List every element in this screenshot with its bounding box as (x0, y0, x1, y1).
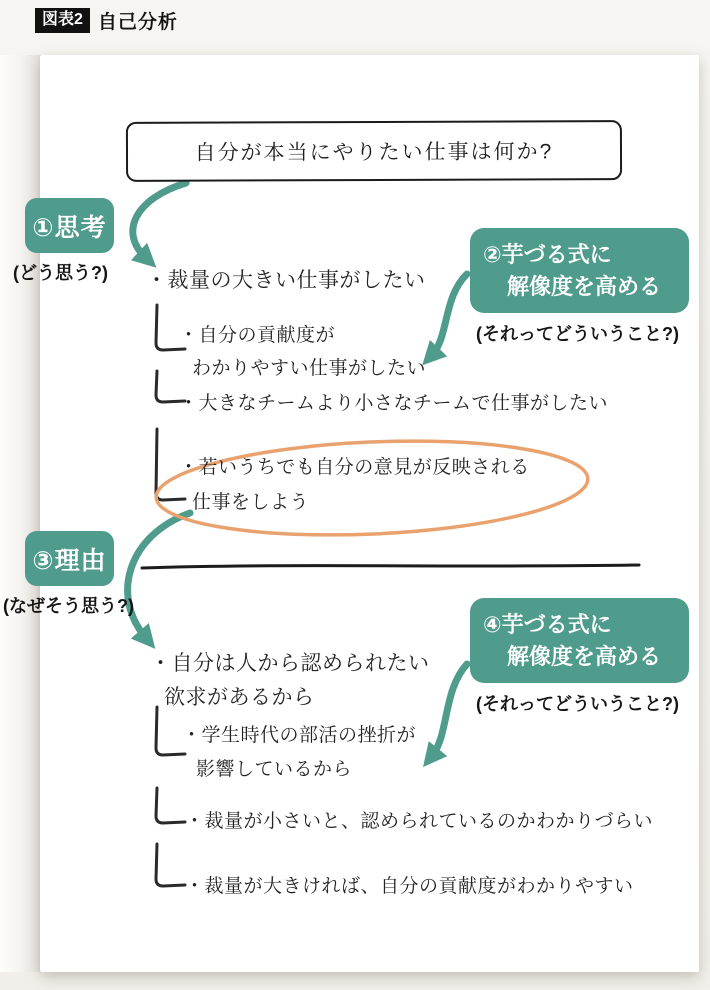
page-gutter-shadow (0, 55, 42, 972)
reason-sub-1-line1: ・学生時代の部活の挫折が (182, 725, 417, 746)
step1-caption: (どう思う?) (13, 263, 108, 283)
step2-badge-line2: 解像度を高める (507, 273, 662, 299)
step4-badge (470, 598, 689, 683)
step2-caption: (それってどういうこと?) (476, 324, 679, 344)
thought-sub-1-line1: ・自分の貢献度が (179, 325, 336, 346)
question-text: 自分が本当にやりたい仕事は何か? (194, 140, 554, 165)
thought-sub-3-line1: ・若いうちでも自分の意見が反映される (179, 457, 530, 478)
step1-badge: ①思考 (25, 198, 114, 253)
figure-tag: 図表2 (35, 8, 90, 33)
step4-badge-line2: 解像度を高める (507, 643, 662, 669)
step4-caption: (それってどういうこと?) (476, 694, 679, 714)
thought-main-bullet: ・裁量の大きい仕事がしたい (146, 269, 426, 292)
figure-title: 自己分析 (97, 12, 178, 33)
reason-sub-3-line1: ・裁量が大きければ、自分の貢献度がわかりやすい (185, 876, 634, 897)
step3-badge: ③理由 (25, 531, 114, 586)
step4-badge-line1: ④芋づる式に (483, 612, 612, 637)
step2-badge (470, 228, 689, 313)
reason-main-bullet-line1: ・自分は人から認められたい (150, 652, 430, 675)
thought-sub-1-line2: わかりやすい仕事がしたい (192, 358, 427, 379)
reason-main-bullet-line2: 欲求があるから (164, 686, 315, 709)
diagram-card (40, 55, 699, 972)
step2-badge-line1: ②芋づる式に (483, 242, 612, 267)
thought-sub-2-line1: ・大きなチームより小さなチームで仕事がしたい (179, 393, 609, 414)
thought-sub-3-line2: 仕事をしよう (192, 492, 310, 513)
step3-caption: (なぜそう思う?) (3, 596, 134, 616)
question-box (126, 120, 622, 182)
reason-sub-2-line1: ・裁量が小さいと、認められているのかわかりづらい (185, 811, 654, 832)
figure-header (35, 7, 178, 34)
reason-sub-1-line2: 影響しているから (196, 759, 353, 780)
